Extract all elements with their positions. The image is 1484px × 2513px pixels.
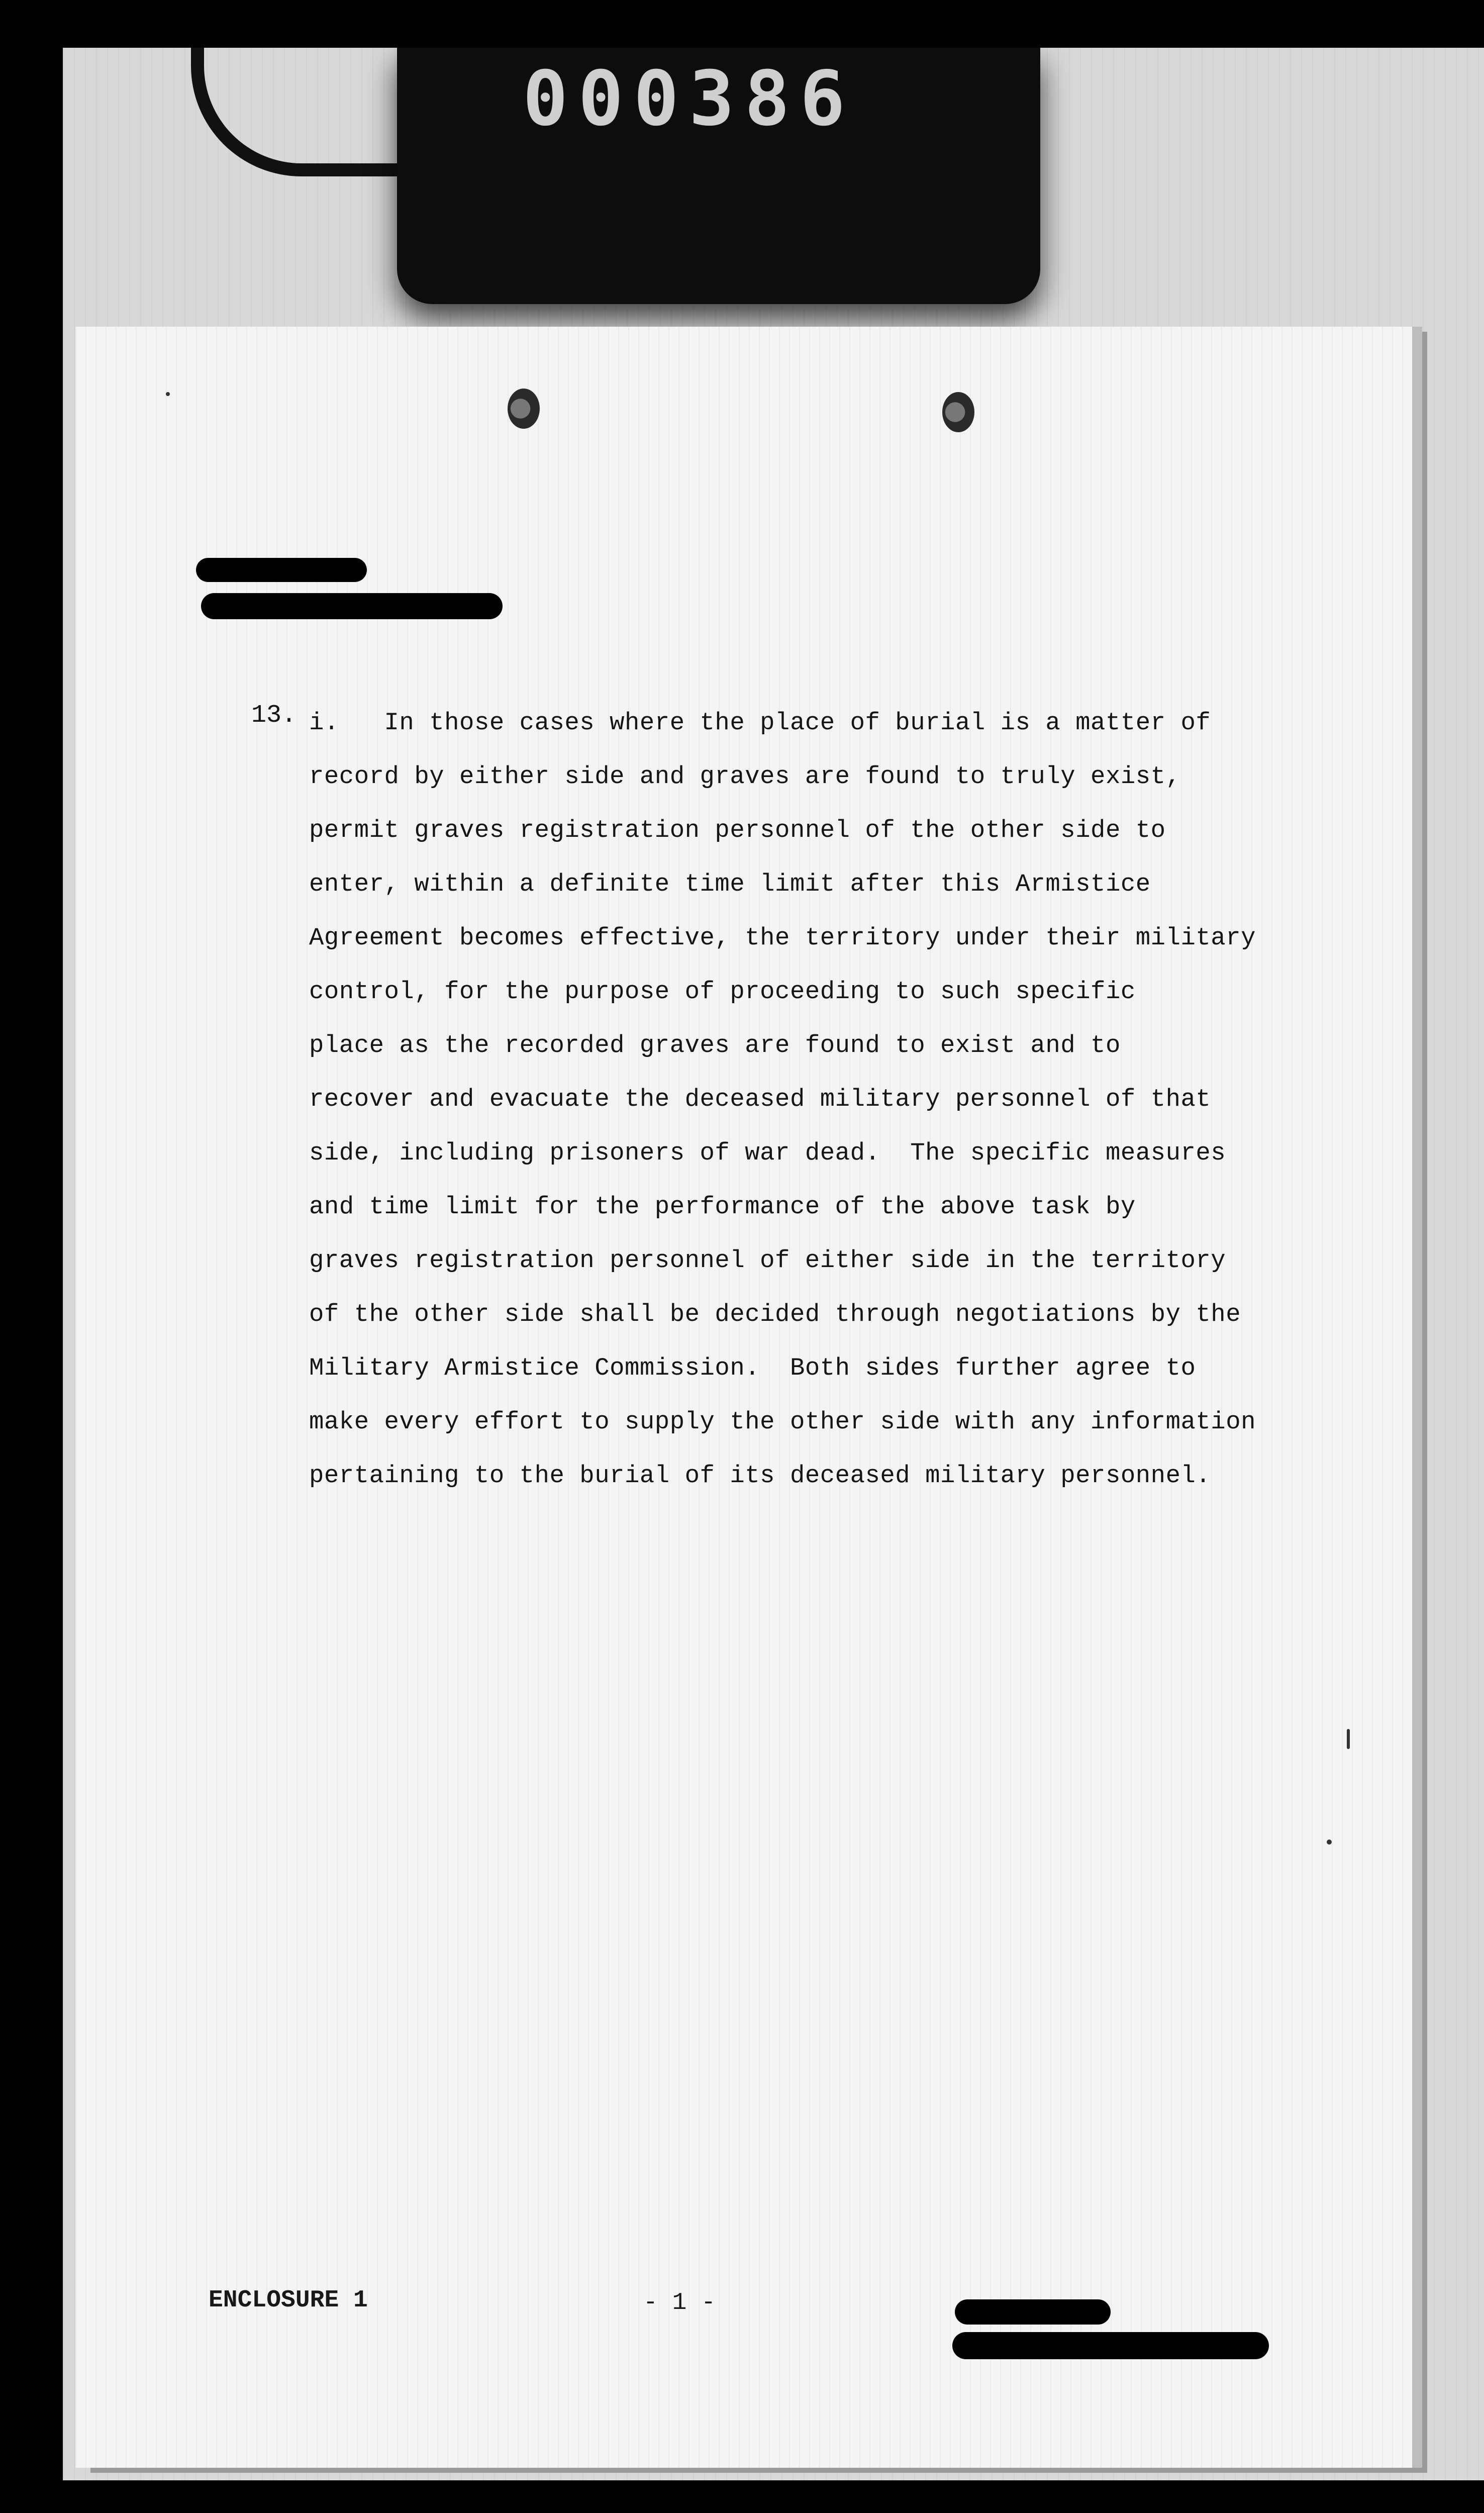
enclosure-label: ENCLOSURE 1 (209, 2287, 368, 2314)
paragraph-line: Military Armistice Commission. Both sides further agree to (309, 1354, 1196, 1382)
paragraph-line-text: In those cases where the place of burial is a matter of (339, 709, 1211, 737)
paragraph-line: side, including prisoners of war dead. The specific measures (309, 1139, 1226, 1167)
paragraph-line: of the other side shall be decided through negotiations by the (309, 1300, 1241, 1328)
paragraph-line: recover and evacuate the deceased military personnel of that (309, 1085, 1211, 1113)
punch-hole-right (942, 392, 974, 432)
paragraph-line: place as the recorded graves are found to exist and to (309, 1031, 1121, 1059)
paragraph-number: 13. (251, 701, 297, 730)
redaction-bar-bottom-1 (955, 2299, 1111, 2325)
redaction-bar-top-2 (201, 593, 503, 619)
paragraph-line: graves registration personnel of either side in the territory (309, 1246, 1226, 1275)
scan-speck (1347, 1729, 1350, 1749)
redaction-bar-top-1 (196, 558, 367, 582)
paragraph-line (309, 696, 1314, 750)
paragraph-line: record by either side and graves are found to truly exist, (309, 762, 1181, 791)
paragraph-line: enter, within a definite time limit after this Armistice (309, 870, 1151, 898)
paragraph-body (309, 696, 1314, 1503)
punch-hole-left (508, 389, 540, 429)
paragraph-line: permit graves registration personnel of the other side to (309, 816, 1166, 844)
paragraph-line: pertaining to the burial of its deceased military personnel. (309, 1462, 1211, 1490)
paragraph-line: and time limit for the performance of the above task by (309, 1193, 1136, 1221)
frame-counter-digits: 000386 (523, 55, 855, 143)
paragraph-line: Agreement becomes effective, the territory under their military (309, 924, 1256, 952)
page-number: - 1 - (643, 2289, 716, 2316)
paragraph-line: control, for the purpose of proceeding to such specific (309, 978, 1136, 1006)
scan-speck (166, 392, 170, 396)
subsection-label: i. (309, 709, 339, 737)
scan-speck (1327, 1840, 1332, 1845)
paragraph-line: make every effort to supply the other side with any information (309, 1408, 1256, 1436)
redaction-bar-bottom-2 (952, 2332, 1269, 2359)
